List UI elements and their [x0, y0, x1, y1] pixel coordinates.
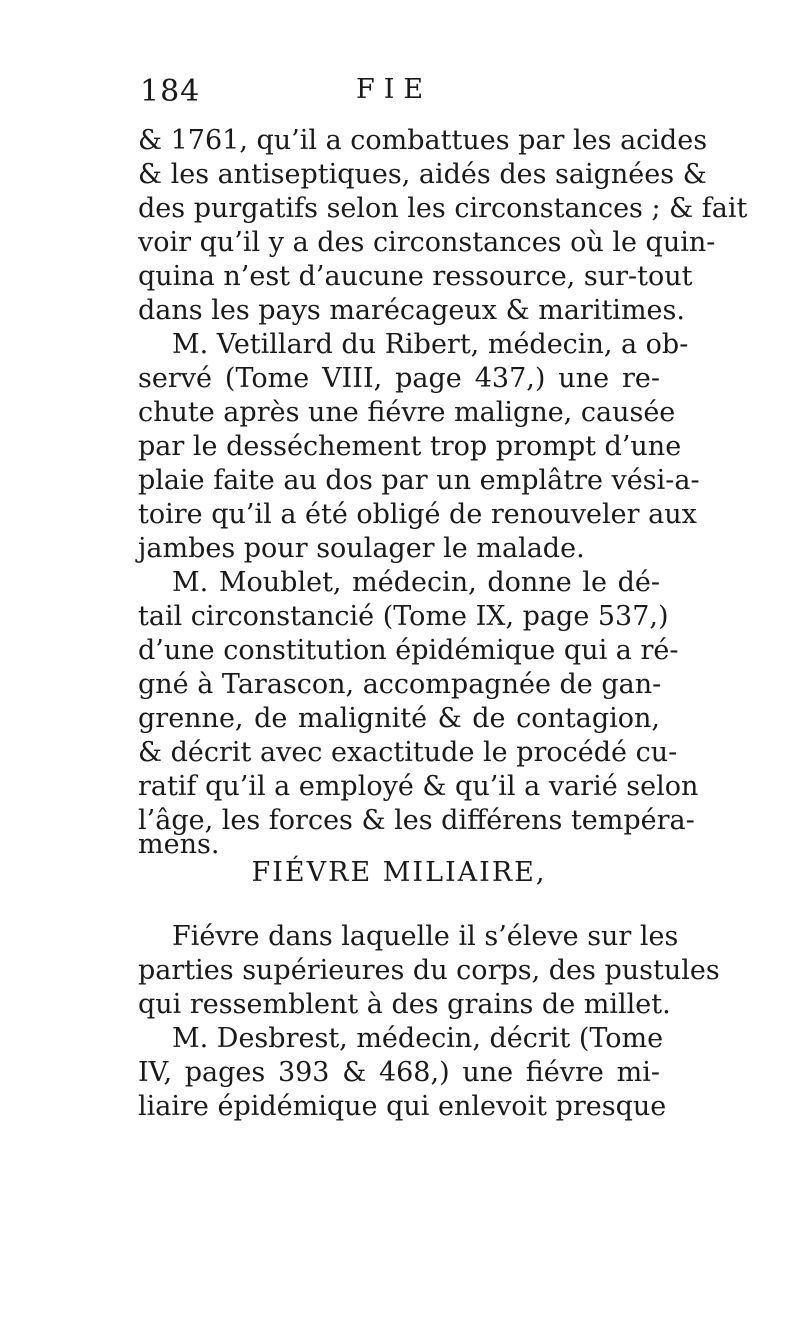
text-line: M. Desbrest, médecin, décrit (Tome — [172, 1023, 664, 1054]
text-line: M. Vetillard du Ribert, médecin, a ob- — [172, 329, 689, 360]
text-line: d’une constitution épidémique qui a ré- — [138, 635, 679, 666]
text-line: dans les pays marécageux & maritimes. — [138, 295, 685, 326]
text-line: Fiévre dans laquelle il s’éleve sur les — [172, 921, 679, 952]
page-header — [136, 74, 672, 114]
text-line: des purgatifs selon les circonstances ; & fait — [138, 193, 748, 224]
text-line: ratif qu’il a employé & qu’il a varié selon — [138, 771, 699, 802]
section-title: FIÉVRE MILIAIRE, — [251, 857, 547, 888]
text-line: parties supérieures du corps, des pustules — [138, 955, 720, 986]
text-line: jambes pour soulager le malade. — [138, 533, 585, 564]
text-line: & 1761, qu’il a combattues par les acides — [138, 125, 708, 156]
text-line: mens. — [138, 829, 220, 860]
text-line: & décrit avec exactitude le procédé cu- — [138, 737, 678, 768]
text-line: tail circonstancié (Tome IX, page 537,) — [138, 601, 669, 632]
text-line: chute après une fiévre maligne, causée — [138, 397, 676, 428]
text-line: liaire épidémique qui enlevoit presque — [138, 1091, 667, 1122]
text-line: grenne, de malignité & de contagion, — [138, 703, 660, 734]
text-line: par le desséchement trop prompt d’une — [138, 431, 682, 462]
page-number: 184 — [140, 74, 201, 109]
text-line: quina n’est d’aucune ressource, sur-tout — [138, 261, 693, 292]
text-line: IV, pages 393 & 468,) une fiévre mi- — [138, 1057, 660, 1088]
text-line: voir qu’il y a des circonstances où le quin- — [138, 227, 716, 258]
text-line: M. Moublet, médecin, donne le dé- — [172, 567, 660, 598]
running-head: FIE — [356, 74, 433, 105]
text-line: qui ressemblent à des grains de millet. — [138, 989, 671, 1020]
text-line: gné à Tarascon, accompagnée de gan- — [138, 669, 662, 700]
text-line: plaie faite au dos par un emplâtre vési-a- — [138, 465, 700, 496]
text-line: & les antiseptiques, aidés des saignées & — [138, 159, 707, 190]
text-line: toire qu’il a été obligé de renouveler aux — [138, 499, 697, 530]
text-line: l’âge, les forces & les différens tempéra- — [138, 805, 695, 836]
text-line: servé (Tome VIII, page 437,) une re- — [138, 363, 660, 394]
